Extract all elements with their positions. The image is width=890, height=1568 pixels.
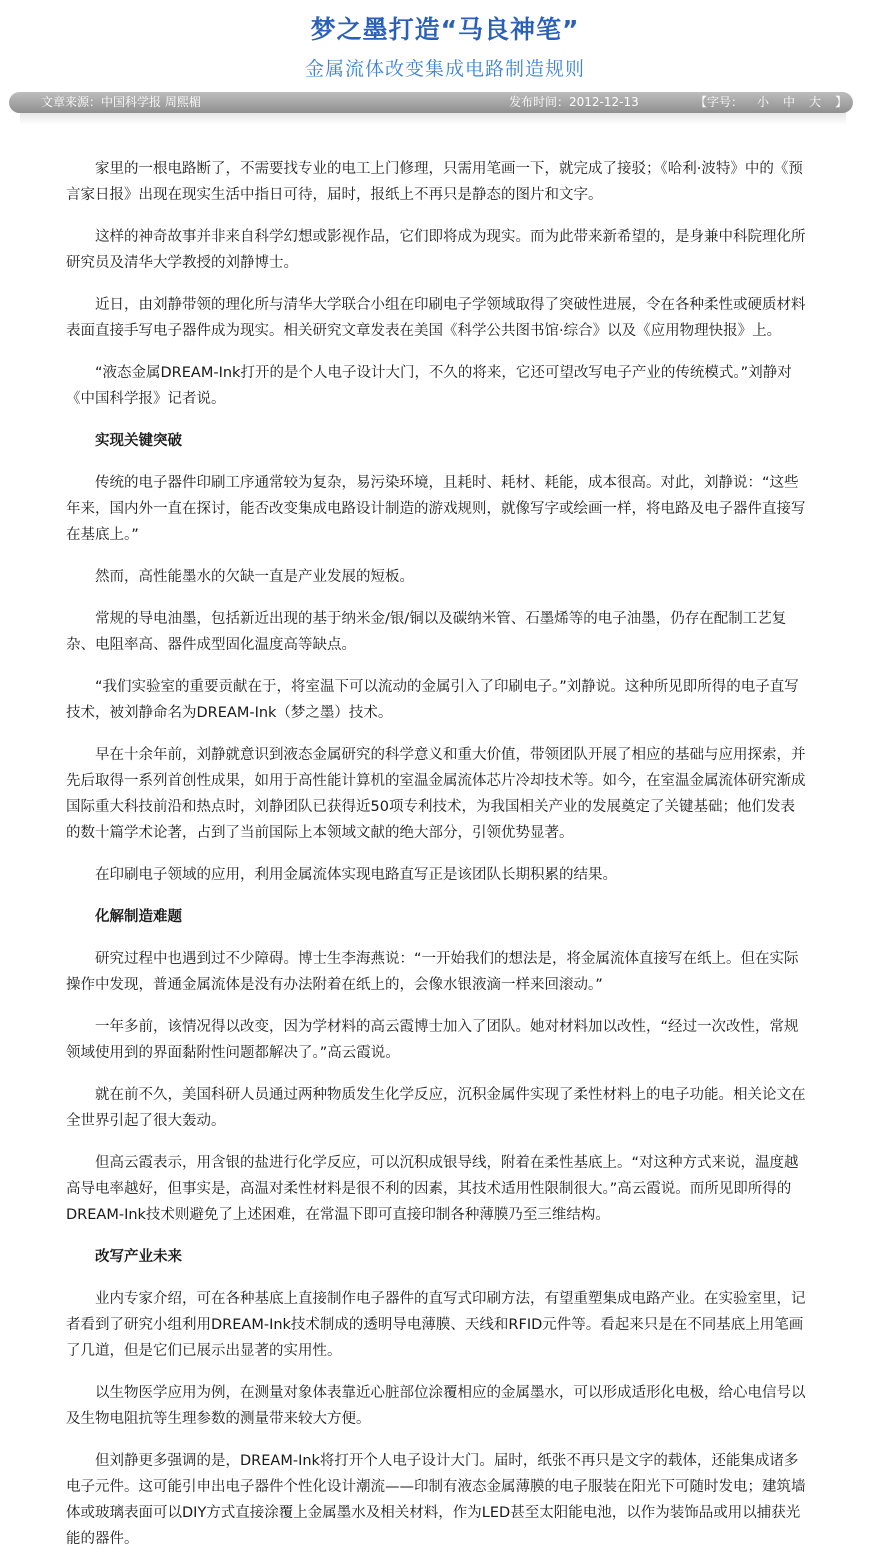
paragraph: 但高云霞表示，用含银的盐进行化学反应，可以沉积成银导线，附着在柔性基底上。“对这种方式来说，温度越高导电率越好，但事实是，高温对柔性材料是很不利的因素，其技术适用性限制很大。”高云霞说。而所见即所得的DREAM-Ink技术则避免了上述困难，在常温下即可直接印制各种薄膜乃至三维结构。 [66, 1155, 799, 1223]
paragraph: 早在十余年前，刘静就意识到液态金属研究的科学意义和重大价值，带领团队开展了相应的基础与应用探索，并先后取得一系列首创性成果，如用于高性能计算机的室温金属流体芯片冷却技术等。如今，在室温金属流体研究渐成国际重大科技前沿和热点时，刘静团队已获得近50项专利技术，为我国相关产业的发展奠定了关键基础；他们发表的数十篇学术论著，占到了当前国际上本领域文献的绝大部分，引领优势显著。 [66, 747, 806, 841]
article-subtitle: 金属流体改变集成电路制造规则 [304, 58, 585, 80]
paragraph: 在印刷电子领域的应用，利用金属流体实现电路直写正是该团队长期积累的结果。 [95, 867, 617, 883]
section-heading: 实现关键突破 [95, 433, 182, 449]
publish-date: 发布时间：2012-12-13 [509, 95, 639, 109]
section-heading: 化解制造难题 [95, 909, 182, 925]
paragraph: 一年多前，该情况得以改变，因为学材料的高云霞博士加入了团队。她对材料加以改性，“经过一次改性，常规领域使用到的界面黏附性问题都解决了。”高云霞说。 [66, 1019, 799, 1061]
font-size-medium-link[interactable]: 中 [783, 95, 796, 109]
font-size-control [695, 92, 847, 113]
paragraph: 就在前不久，美国科研人员通过两种物质发生化学反应，沉积金属件实现了柔性材料上的电子功能。相关论文在全世界引起了很大轰动。 [66, 1087, 806, 1129]
paragraph: “液态金属DREAM-Ink打开的是个人电子设计大门，不久的将来，它还可望改写电子产业的传统模式。”刘静对《中国科学报》记者说。 [66, 365, 792, 407]
font-size-label: 【字号： [695, 95, 744, 109]
paragraph: 常规的导电油墨，包括新近出现的基于纳米金/银/铜以及碳纳米管、石墨烯等的电子油墨，仍存在配制工艺复杂、电阻率高、器件成型固化温度高等缺点。 [66, 611, 787, 653]
info-bar-shadow [20, 113, 846, 125]
article-body [66, 156, 806, 1568]
paragraph: “我们实验室的重要贡献在于，将室温下可以流动的金属引入了印刷电子。”刘静说。这种所见即所得的电子直写技术，被刘静命名为DREAM-Ink（梦之墨）技术。 [66, 679, 799, 721]
paragraph: 这样的神奇故事并非来自科学幻想或影视作品，它们即将成为现实。而为此带来新希望的，是身兼中科院理化所研究员及清华大学教授的刘静博士。 [66, 229, 806, 271]
article-source: 文章来源：中国科学报 周熙楣 [41, 95, 201, 109]
paragraph: 以生物医学应用为例，在测量对象体表靠近心脏部位涂覆相应的金属墨水，可以形成适形化电极，给心电信号以及生物电阻抗等生理参数的测量带来较大方便。 [66, 1385, 806, 1427]
paragraph: 业内专家介绍，可在各种基底上直接制作电子器件的直写式印刷方法，有望重塑集成电路产业。在实验室里，记者看到了研究小组利用DREAM-Ink技术制成的透明导电薄膜、天线和RFID元件等。看起来只是在不同基底上用笔画了几道，但是它们已展示出显著的实用性。 [66, 1291, 806, 1359]
font-size-large-link[interactable]: 大 [809, 95, 822, 109]
article-title: 梦之墨打造“马良神笔” [310, 15, 580, 44]
paragraph: 但刘静更多强调的是，DREAM-Ink将打开个人电子设计大门。届时，纸张不再只是文字的载体，还能集成诸多电子元件。这可能引申出电子器件个性化设计潮流——印制有液态金属薄膜的电子服装在阳光下可随时发电；建筑墙体或玻璃表面可以DIY方式直接涂覆上金属墨水及相关材料，作为LED甚至太阳能电池，以作为装饰品或用以捕获光能的器件。 [66, 1453, 806, 1547]
article-info-bar [9, 92, 853, 113]
paragraph: 家里的一根电路断了，不需要找专业的电工上门修理，只需用笔画一下，就完成了接驳；《哈利·波特》中的《预言家日报》出现在现实生活中指日可待，届时，报纸上不再只是静态的图片和文字。 [66, 161, 803, 203]
paragraph: 然而，高性能墨水的欠缺一直是产业发展的短板。 [95, 569, 414, 585]
paragraph: 近日，由刘静带领的理化所与清华大学联合小组在印刷电子学领域取得了突破性进展，令在各种柔性或硬质材料表面直接手写电子器件成为现实。相关研究文章发表在美国《科学公共图书馆·综合》以及《应用物理快报》上。 [66, 297, 806, 339]
paragraph: 研究过程中也遇到过不少障碍。博士生李海燕说：“一开始我们的想法是，将金属流体直接写在纸上。但在实际操作中发现，普通金属流体是没有办法附着在纸上的，会像水银液滴一样来回滚动。” [66, 951, 799, 993]
section-heading: 改写产业未来 [95, 1249, 182, 1265]
paragraph: 传统的电子器件印刷工序通常较为复杂，易污染环境，且耗时、耗材、耗能，成本很高。对此，刘静说：“这些年来，国内外一直在探讨，能否改变集成电路设计制造的游戏规则，就像写字或绘画一样，将电路及电子器件直接写在基底上。” [66, 475, 806, 543]
font-size-small-link[interactable]: 小 [757, 95, 770, 109]
font-size-end: 】 [835, 95, 848, 109]
